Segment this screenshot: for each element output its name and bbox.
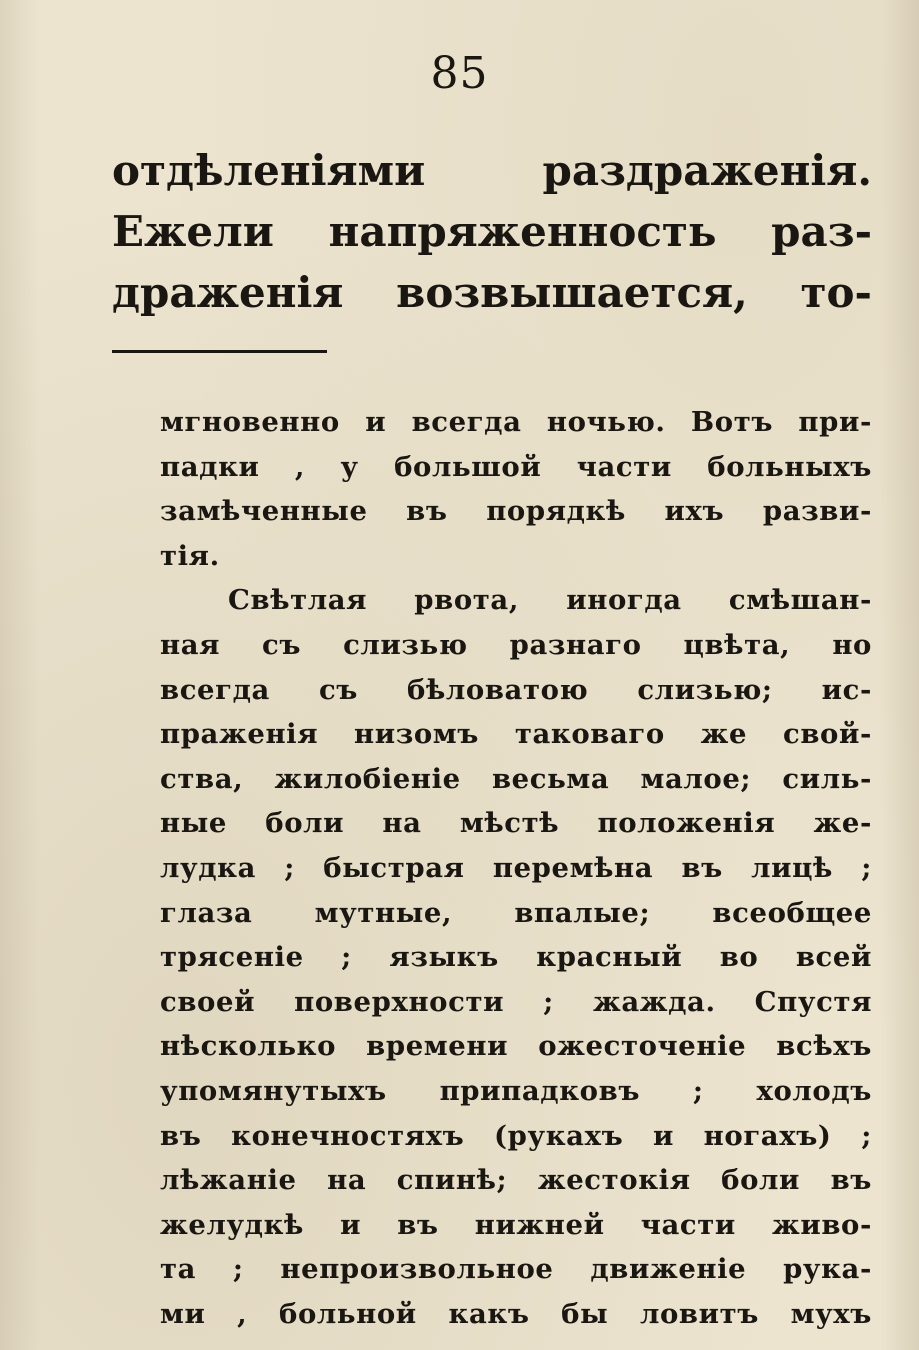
footnote-line: всегда съ бѣловатою слизью; ис- bbox=[160, 673, 872, 706]
footnote-line: мгновенно и всегда ночью. Вотъ при- bbox=[160, 406, 872, 438]
page-number: 85 bbox=[430, 48, 489, 99]
footnote-line: Свѣтлая рвота, иногда смѣшан- bbox=[228, 584, 872, 617]
footnote-line: своей поверхности ; жажда. Спустя bbox=[160, 985, 872, 1018]
footnote-line: въ конечностяхъ (рукахъ и ногахъ) ; bbox=[160, 1119, 872, 1152]
footnote-line: падки , у большой части больныхъ bbox=[160, 450, 872, 483]
footnote-line: праженія низомъ таковаго же свой- bbox=[160, 718, 872, 751]
footnote-line: желудкѣ и въ нижней части живо- bbox=[160, 1208, 872, 1241]
footnote-line: лѣжаніе на спинѣ; жестокія боли въ bbox=[160, 1164, 872, 1197]
footnote-line: лудка ; быстрая перемѣна въ лицѣ ; bbox=[160, 851, 872, 884]
footnote-line: трясеніе ; языкъ красный во всей bbox=[160, 941, 872, 974]
footnote-line: замѣченные въ порядкѣ ихъ разви- bbox=[160, 495, 872, 528]
footnote-line: ми , больной какъ бы ловитъ мухъ bbox=[160, 1297, 872, 1330]
footnote-line: упомянутыхъ припадковъ ; холодъ bbox=[160, 1074, 872, 1107]
footnote-line: та ; непроизвольное движеніе рука- bbox=[160, 1253, 872, 1286]
main-text-line: драженія возвышается, то- bbox=[112, 268, 872, 317]
main-text-block bbox=[112, 140, 872, 323]
footnote-block bbox=[160, 400, 872, 1336]
footnote-line: нѣсколько времени ожесточеніе всѣхъ bbox=[160, 1030, 872, 1063]
footnote-separator-rule bbox=[112, 350, 327, 353]
main-text-line: Ежели напряженность раз- bbox=[112, 207, 872, 256]
footnote-line: глаза мутные, впалые; всеобщее bbox=[160, 896, 872, 929]
footnote-line: ная съ слизью разнаго цвѣта, но bbox=[160, 628, 872, 661]
footnote-line: тія. bbox=[160, 539, 220, 572]
main-text-line: отдѣленіями раздраженія. bbox=[112, 146, 872, 195]
footnote-line: ные боли на мѣстѣ положенія же- bbox=[160, 807, 872, 840]
footnote-line: ства, жилобіеніе весьма малое; силь- bbox=[160, 762, 872, 795]
